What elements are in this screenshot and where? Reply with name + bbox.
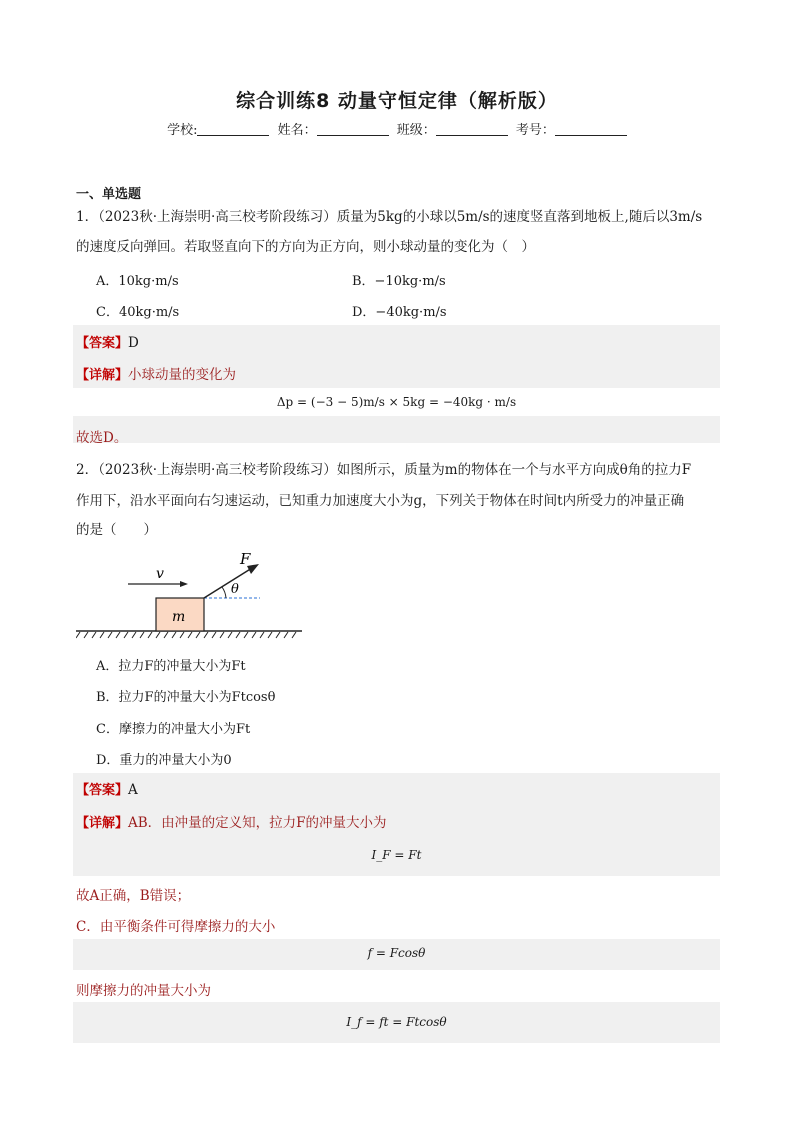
q2-option-a: A．拉力F的冲量大小为Ft bbox=[96, 659, 246, 674]
mass-label: m bbox=[172, 609, 186, 625]
q1-option-c: C．40kg·m/s bbox=[96, 305, 180, 320]
exam-number-blank[interactable] bbox=[555, 123, 627, 136]
q1-solution-box bbox=[73, 325, 720, 443]
q2-answer-tag: 【答案】 bbox=[76, 783, 129, 798]
velocity-label: v bbox=[156, 566, 164, 582]
q2-stem-line1: 2．（2023秋·上海崇明·高三校考阶段练习）如图所示，质量为m的物体在一个与水平方向成θ角的拉力F bbox=[76, 462, 692, 478]
q1-detail bbox=[76, 363, 236, 383]
q1-option-d: D．−40kg·m/s bbox=[352, 305, 447, 320]
q2-conclusion-1: 故A正确，B错误； bbox=[76, 888, 191, 904]
q2-option-c: C．摩擦力的冲量大小为Ft bbox=[96, 722, 251, 737]
q2-stem-line3: 的是（ ） bbox=[76, 522, 157, 538]
q1-option-a: A．10kg·m/s bbox=[96, 274, 179, 289]
q1-answer-tag: 【答案】 bbox=[76, 336, 129, 351]
student-info-line bbox=[0, 119, 794, 138]
q1-answer bbox=[76, 332, 139, 351]
q2-option-d: D．重力的冲量大小为0 bbox=[96, 753, 232, 768]
q1-detail-text: 小球动量的变化为 bbox=[128, 367, 237, 383]
q2-formula-3: I_f = ft = Ftcosθ bbox=[346, 1015, 447, 1029]
q2-force-diagram bbox=[76, 548, 306, 640]
force-label: F bbox=[240, 550, 251, 568]
q1-formula: Δp = (−3 − 5)m/s × 5kg = −40kg · m/s bbox=[276, 395, 517, 409]
q1-answer-value: D bbox=[128, 335, 139, 351]
q1-stem-line2: 的速度反向弹回。若取竖直向下的方向为正方向，则小球动量的变化为（ ） bbox=[76, 239, 535, 255]
name-label: 姓名： bbox=[277, 123, 317, 138]
angle-theta-label: θ bbox=[231, 582, 239, 597]
exam-number-label: 考号： bbox=[515, 123, 555, 138]
q2-answer-value: A bbox=[128, 782, 138, 798]
school-blank[interactable] bbox=[197, 123, 269, 136]
force-arrow bbox=[204, 568, 252, 598]
page-title: 综合训练8 动量守恒定律（解析版） bbox=[236, 90, 558, 112]
q2-formula-2: f = Fcosθ bbox=[367, 946, 426, 960]
q2-detail-text: AB．由冲量的定义知，拉力F的冲量大小为 bbox=[128, 815, 387, 831]
q1-option-b: B．−10kg·m/s bbox=[352, 274, 446, 289]
q2-formula-1: I_F = Ft bbox=[371, 848, 422, 862]
q1-conclusion: 故选D。 bbox=[76, 430, 128, 446]
school-label: 学校: bbox=[167, 123, 198, 138]
class-blank[interactable] bbox=[436, 123, 508, 136]
q1-detail-tag: 【详解】 bbox=[76, 368, 129, 383]
q1-stem-line1: 1．（2023秋·上海崇明·高三校考阶段练习）质量为5kg的小球以5m/s的速度竖直落到地板上,随后以3m/s bbox=[76, 209, 703, 225]
q2-friction-line: 则摩擦力的冲量大小为 bbox=[76, 983, 211, 999]
q2-detail bbox=[76, 811, 387, 831]
class-label: 班级： bbox=[396, 123, 436, 138]
section-heading: 一、单选题 bbox=[76, 187, 142, 202]
q2-answer bbox=[76, 779, 138, 798]
q2-option-b: B．拉力F的冲量大小为Ftcosθ bbox=[96, 690, 276, 705]
q2-c-line: C．由平衡条件可得摩擦力的大小 bbox=[76, 919, 276, 935]
q2-stem-line2: 作用下，沿水平面向右匀速运动，已知重力加速度大小为g，下列关于物体在时间t内所受力的冲量正确 bbox=[76, 493, 685, 509]
name-blank[interactable] bbox=[317, 123, 389, 136]
q2-detail-tag: 【详解】 bbox=[76, 816, 129, 831]
